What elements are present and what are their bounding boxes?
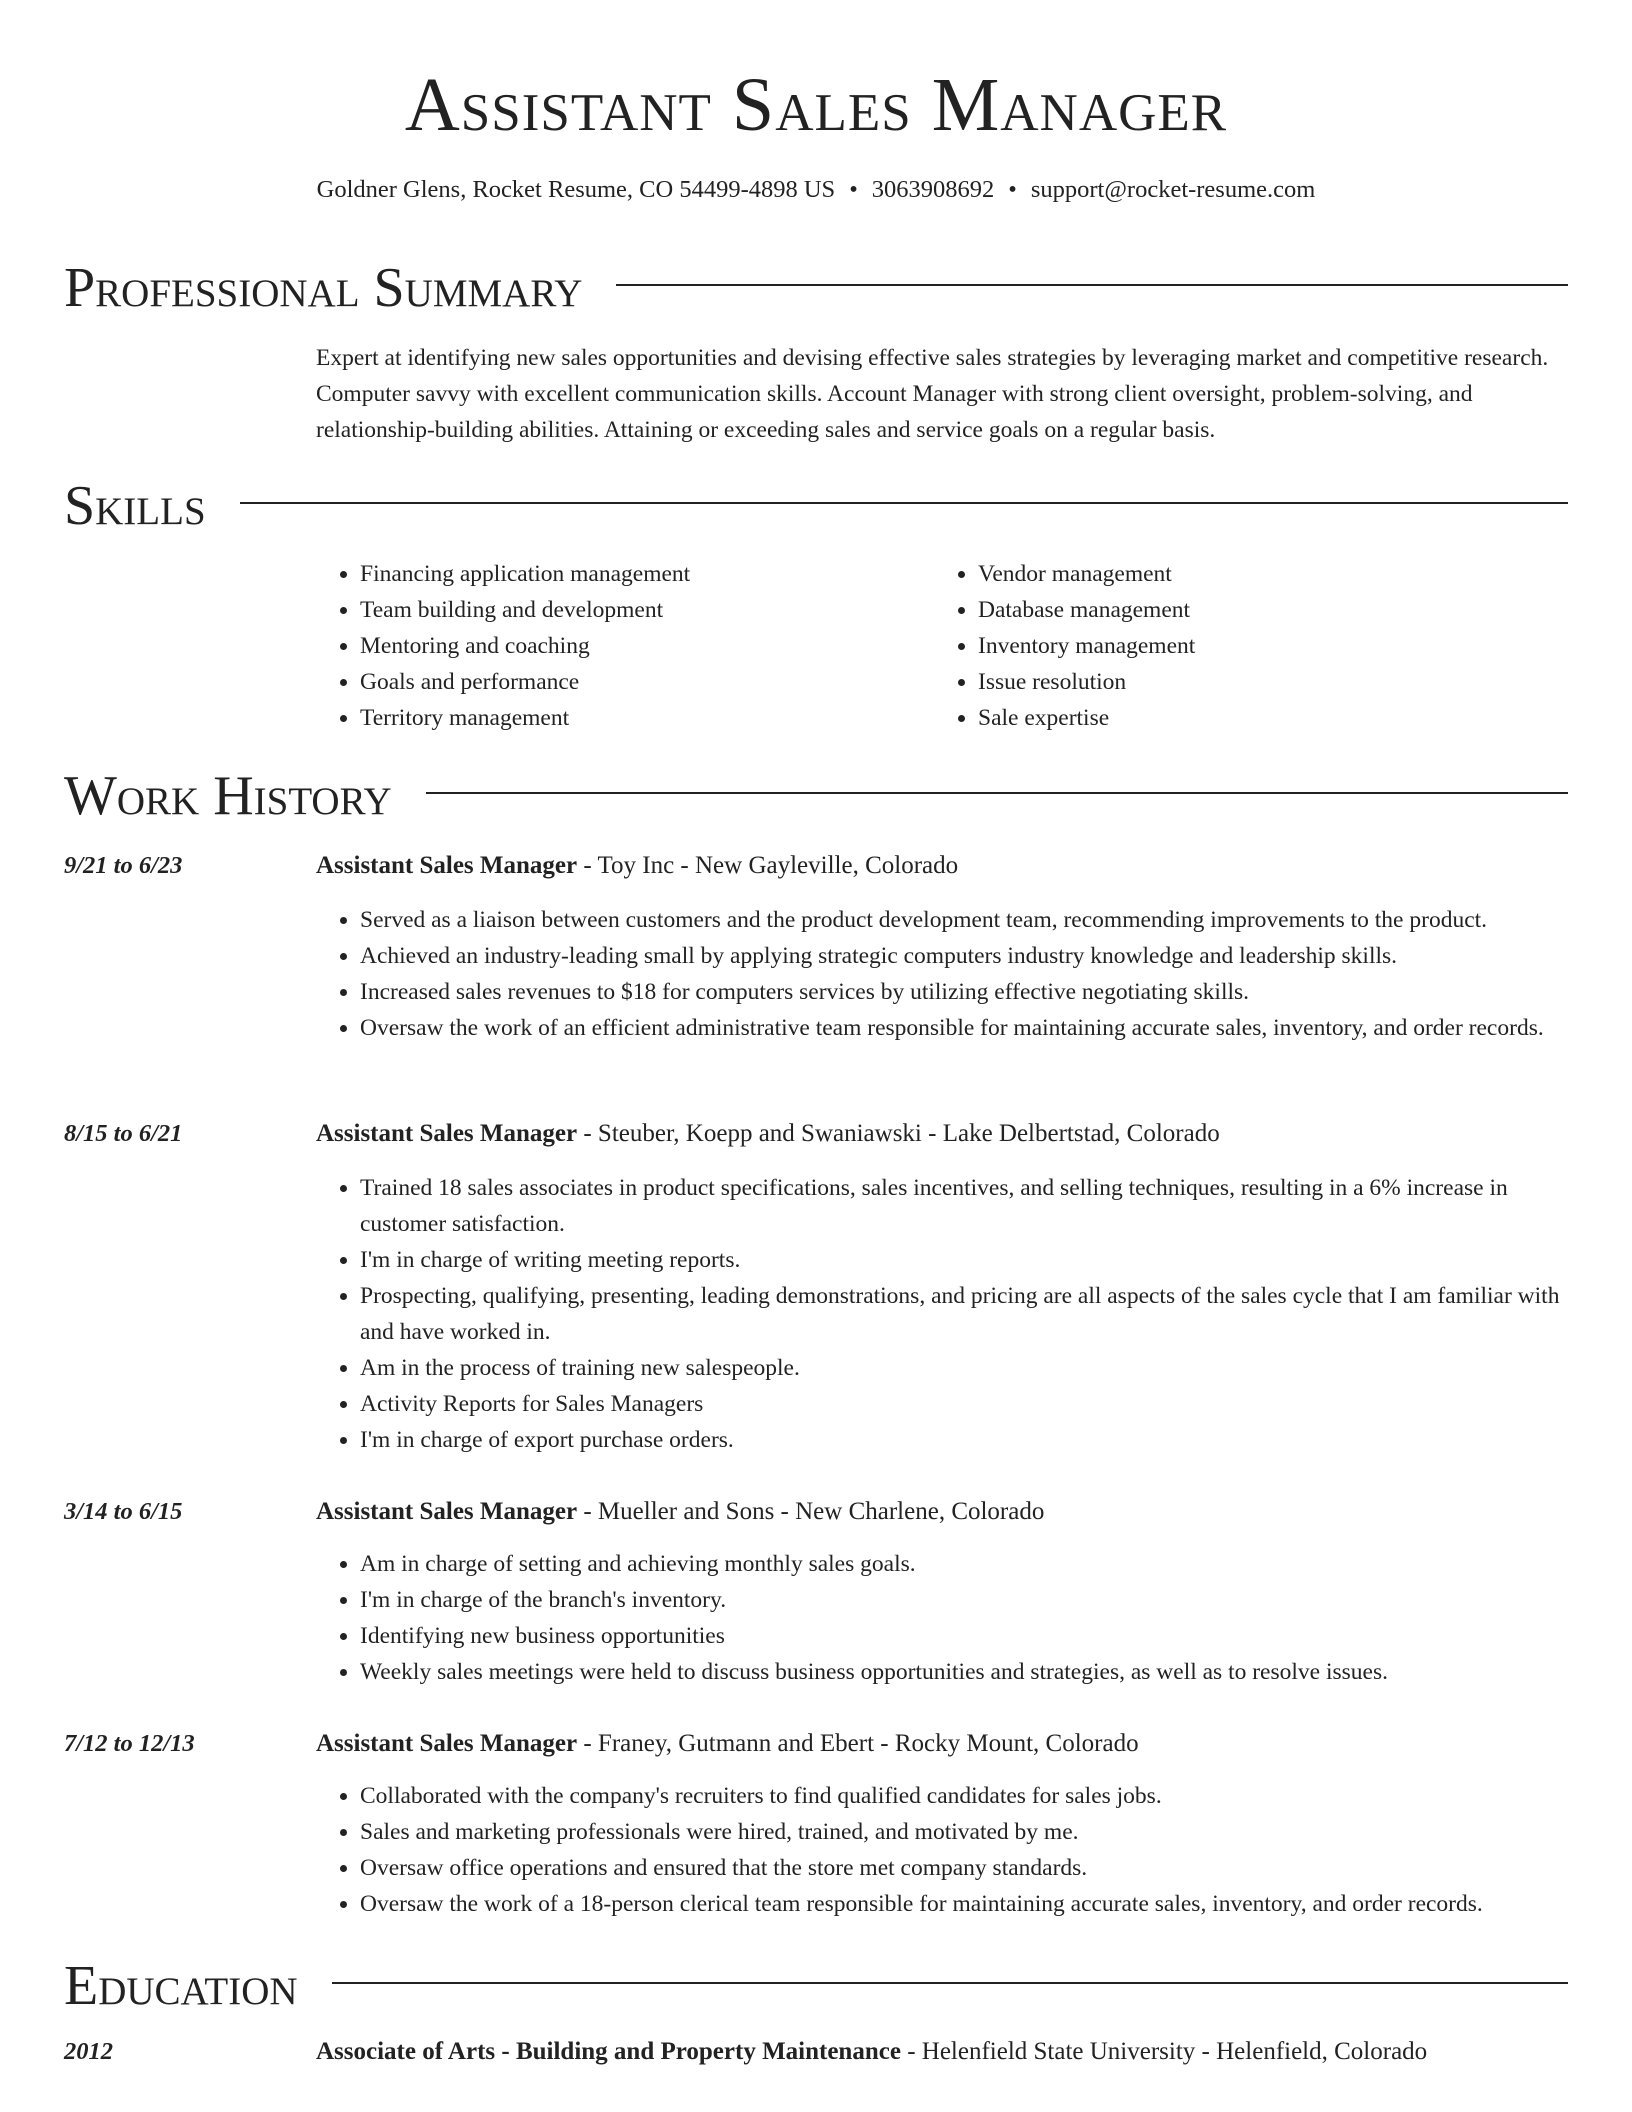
contact-address: Goldner Glens, Rocket Resume, CO 54499-4898 US — [316, 176, 836, 203]
job-dates: 9/21 to 6/23 — [64, 852, 183, 879]
job-bullet: • Oversaw the work of an efficient administrative team responsible for maintaining accurate sales, inventory, and order records. — [360, 1010, 1578, 1046]
education-details: - Helenfield State University - Helenfield, Colorado — [900, 2038, 1428, 2065]
job-bullet: • I'm in charge of export purchase orders. — [360, 1422, 1578, 1458]
summary-section-title: Professional Summary — [64, 257, 583, 319]
summary-text: Expert at identifying new sales opportunities and devising effective sales strategies by leveraging market and competitive research. Computer savvy with excellent communication skills. Account Manager with strong client oversight, problem-solving, and relationship-building abilities. Attaining or exceeding sales and service goals on a regular basis. — [316, 345, 1549, 443]
skill-item: • Sale expertise — [978, 700, 1552, 736]
job-details: - Toy Inc - New Gayleville, Colorado — [577, 852, 959, 879]
skill-item: • Issue resolution — [978, 664, 1552, 700]
section-divider — [616, 284, 1568, 286]
skill-item: • Database management — [978, 592, 1552, 628]
contact-line — [0, 174, 1632, 206]
section-divider — [240, 502, 1568, 504]
job-heading — [316, 1728, 1578, 1760]
education-section-header — [64, 1956, 1568, 2016]
job-bullet: • Increased sales revenues to $18 for computers services by utilizing effective negotiating skills. — [360, 974, 1578, 1010]
summary-section-header — [64, 258, 1568, 318]
skills-list — [316, 556, 1578, 736]
contact-phone: 3063908692 — [871, 176, 995, 203]
education-degree: Associate of Arts - Building and Property Maintenance — [316, 2038, 901, 2065]
education-section-title: Education — [64, 1955, 298, 2017]
job-bullet: • Weekly sales meetings were held to discuss business opportunities and strategies, as well as to resolve issues. — [360, 1654, 1578, 1690]
job-bullets — [316, 1778, 1578, 1922]
education-year: 2012 — [64, 2038, 113, 2065]
job-bullet: • I'm in charge of writing meeting reports. — [360, 1242, 1578, 1278]
skills-column-right — [934, 556, 1552, 736]
job-bullets — [316, 1170, 1578, 1458]
section-divider — [332, 1982, 1568, 1984]
skills-section-header — [64, 476, 1568, 536]
contact-separator: • — [1008, 176, 1017, 203]
job-details: - Steuber, Koepp and Swaniawski - Lake Delbertstad, Colorado — [577, 1120, 1220, 1147]
contact-separator: • — [849, 176, 858, 203]
job-role: Assistant Sales Manager — [316, 1730, 578, 1757]
job-heading — [316, 850, 1578, 882]
job-bullets — [316, 1546, 1578, 1690]
job-bullet: • I'm in charge of the branch's inventory. — [360, 1582, 1578, 1618]
work-section-title: Work History — [64, 765, 392, 827]
job-role: Assistant Sales Manager — [316, 852, 578, 879]
job-bullet: • Trained 18 sales associates in product specifications, sales incentives, and selling techniques, resulting in a 6% increase in customer satisfaction. — [360, 1170, 1578, 1242]
job-bullet: • Sales and marketing professionals were hired, trained, and motivated by me. — [360, 1814, 1578, 1850]
skills-column-left — [316, 556, 934, 736]
skills-section-title: Skills — [64, 475, 206, 537]
resume-name: Assistant Sales Manager — [404, 63, 1228, 147]
job-role: Assistant Sales Manager — [316, 1498, 578, 1525]
job-details: - Franey, Gutmann and Ebert - Rocky Mount, Colorado — [577, 1730, 1139, 1757]
job-dates: 8/15 to 6/21 — [64, 1120, 183, 1147]
job-bullet: • Achieved an industry-leading small by applying strategic computers industry knowledge and leadership skills. — [360, 938, 1578, 974]
job-bullet: • Collaborated with the company's recruiters to find qualified candidates for sales jobs. — [360, 1778, 1578, 1814]
job-bullet: • Prospecting, qualifying, presenting, leading demonstrations, and pricing are all aspects of the sales cycle that I am familiar with and have worked in. — [360, 1278, 1578, 1350]
section-divider — [426, 792, 1568, 794]
education-heading — [316, 2036, 1578, 2068]
job-bullet: • Activity Reports for Sales Managers — [360, 1386, 1578, 1422]
job-dates: 3/14 to 6/15 — [64, 1498, 183, 1525]
skill-item: • Mentoring and coaching — [360, 628, 934, 664]
contact-email: support@rocket-resume.com — [1030, 176, 1316, 203]
job-heading — [316, 1496, 1578, 1528]
job-role: Assistant Sales Manager — [316, 1120, 578, 1147]
skill-item: • Team building and development — [360, 592, 934, 628]
skill-item: • Vendor management — [978, 556, 1552, 592]
skill-item: • Financing application management — [360, 556, 934, 592]
job-heading — [316, 1118, 1578, 1150]
job-bullet: • Identifying new business opportunities — [360, 1618, 1578, 1654]
job-bullet: • Oversaw office operations and ensured that the store met company standards. — [360, 1850, 1578, 1886]
skill-item: • Goals and performance — [360, 664, 934, 700]
job-bullets — [316, 902, 1578, 1046]
job-details: - Mueller and Sons - New Charlene, Colorado — [577, 1498, 1045, 1525]
job-bullet: • Oversaw the work of a 18-person clerical team responsible for maintaining accurate sales, inventory, and order records. — [360, 1886, 1578, 1922]
work-section-header — [64, 766, 1568, 826]
job-bullet: • Am in the process of training new salespeople. — [360, 1350, 1578, 1386]
job-bullet: • Am in charge of setting and achieving monthly sales goals. — [360, 1546, 1578, 1582]
skill-item: • Territory management — [360, 700, 934, 736]
job-bullet: • Served as a liaison between customers and the product development team, recommending improvements to the product. — [360, 902, 1578, 938]
skill-item: • Inventory management — [978, 628, 1552, 664]
job-dates: 7/12 to 12/13 — [64, 1730, 195, 1757]
